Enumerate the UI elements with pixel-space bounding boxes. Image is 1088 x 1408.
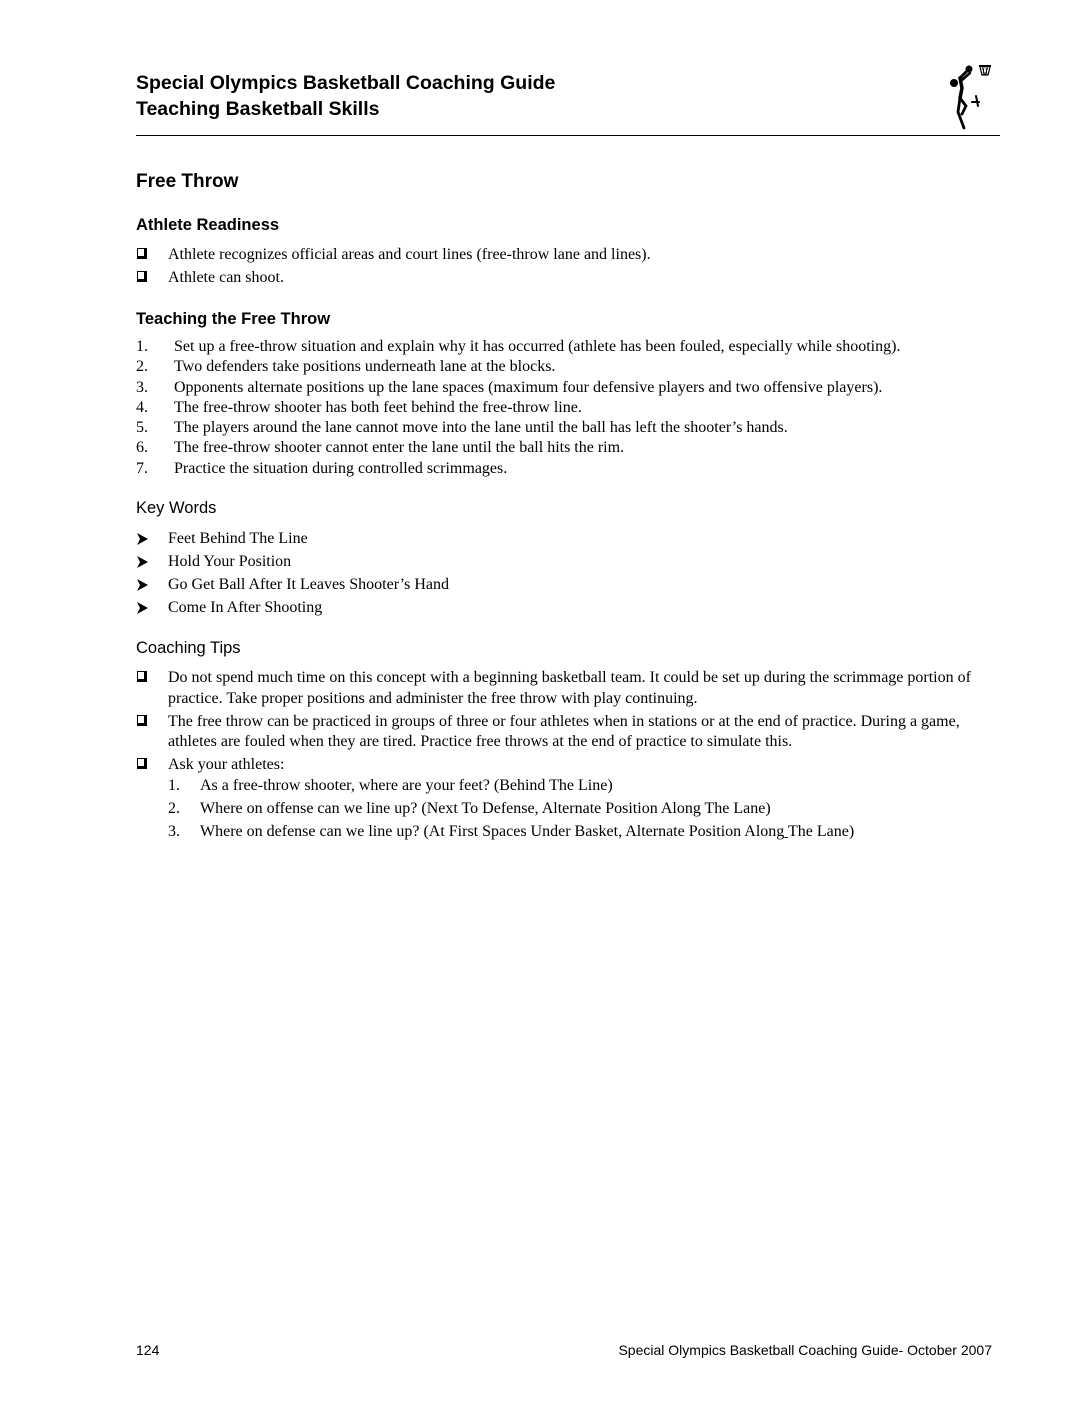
list-item: 5. The players around the lane cannot move into the lane until the ball has left the shooter’s hands. — [136, 419, 788, 437]
checkbox-bullet-icon — [137, 671, 147, 682]
footer-guide-name: Special Olympics Basketball Coaching Guide- October 2007 — [618, 1342, 992, 1358]
coaching-tips-heading: Coaching Tips — [136, 639, 241, 657]
arrow-bullet-icon — [136, 600, 150, 616]
section-title: Free Throw — [136, 171, 239, 192]
header-title-line2: Teaching Basketball Skills — [136, 98, 380, 120]
checkbox-bullet-icon — [137, 271, 147, 282]
list-item: 2. Where on offense can we line up? (Next To Defense, Alternate Position Along The Lane) — [168, 799, 771, 817]
list-item: 1. Set up a free-throw situation and explain why it has occurred (athlete has been fouled, especially while shooting). — [136, 338, 901, 355]
list-item: 7. Practice the situation during controlled scrimmages. — [136, 459, 508, 477]
checkbox-bullet-icon — [137, 758, 147, 769]
basketball-player-icon — [942, 62, 1000, 137]
teaching-steps-list — [136, 337, 1006, 479]
athlete-readiness-heading: Athlete Readiness — [136, 216, 280, 234]
coaching-tips-list — [136, 668, 998, 845]
document-header-title — [136, 70, 555, 122]
checkbox-bullet-icon — [137, 248, 147, 259]
athlete-questions-list — [168, 776, 998, 843]
list-item: Athlete can shoot. — [136, 268, 996, 289]
list-item: Do not spend much time on this concept with a beginning basketball team. It could be set up during the scrimmage portion of practice. Take proper positions and administer the free throw with play continuing. — [136, 668, 998, 709]
list-item: 3. Opponents alternate positions up the lane spaces (maximum four defensive players and two offensive players). — [136, 378, 883, 396]
header-title-line1: Special Olympics Basketball Coaching Guide — [136, 72, 556, 94]
list-item: Feet Behind The Line — [136, 529, 996, 550]
list-item: The free throw can be practiced in groups of three or four athletes when in stations or at the end of practice. During a game, athletes are fouled when they are tired. Practice free throws at the end of practice to simulate this. — [136, 712, 998, 753]
list-item: Athlete recognizes official areas and court lines (free-throw lane and lines). — [136, 245, 996, 266]
list-item: 4. The free-throw shooter has both feet behind the free-throw line. — [136, 398, 582, 416]
arrow-bullet-icon — [136, 554, 150, 570]
list-item: Come In After Shooting — [136, 598, 996, 619]
key-words-list — [136, 529, 996, 621]
list-item: 2. Two defenders take positions underneath lane at the blocks. — [136, 358, 556, 376]
key-words-heading: Key Words — [136, 499, 217, 517]
arrow-bullet-icon — [136, 531, 150, 547]
header-divider — [136, 135, 1000, 136]
list-item: Ask your athletes: 1. As a free-throw shooter, where are your feet? (Behind The Line) 2. Where on offense can we line up? (Next To Defense, Alternate Position Along The Lane) 3. Where on defense can we line up? (At First Spaces Under Basket, Alternate Position Along The Lane) — [136, 755, 998, 842]
athlete-readiness-list — [136, 245, 996, 291]
teaching-heading: Teaching the Free Throw — [136, 310, 331, 328]
list-item: Hold Your Position — [136, 552, 996, 573]
list-item: 6. The free-throw shooter cannot enter the lane until the ball hits the rim. — [136, 439, 625, 457]
page-number: 124 — [136, 1342, 160, 1358]
list-item: 1. As a free-throw shooter, where are your feet? (Behind The Line) — [168, 776, 613, 794]
checkbox-bullet-icon — [137, 715, 147, 726]
list-item: Go Get Ball After It Leaves Shooter’s Hand — [136, 575, 996, 596]
arrow-bullet-icon — [136, 577, 150, 593]
list-item: 3. Where on defense can we line up? (At First Spaces Under Basket, Alternate Position Along The Lane) — [168, 822, 855, 840]
